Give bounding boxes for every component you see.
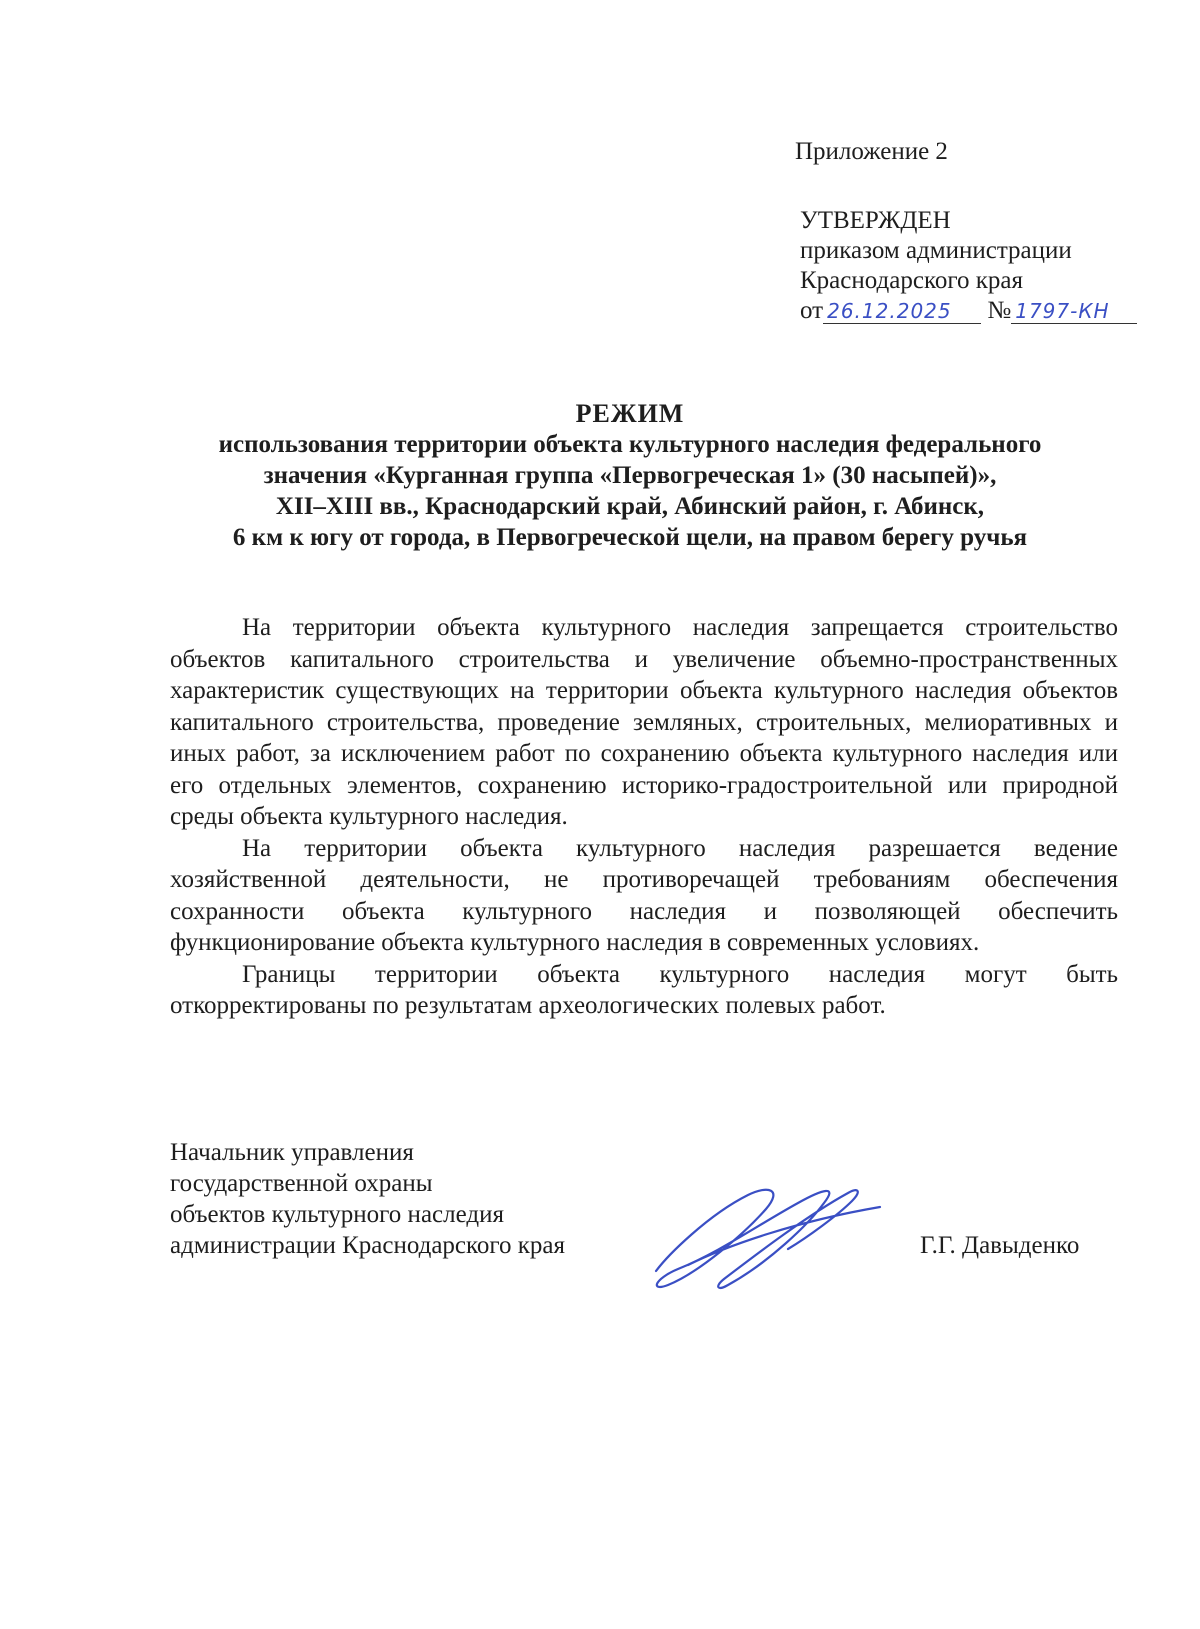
signatory-name: Г.Г. Давыденко (920, 1232, 1080, 1259)
body-paragraph-3: Границы территории объекта культурного наследия могут быть откорректированы по результатам археологических полевых работ. (170, 960, 1118, 1019)
approval-stamp-block (800, 206, 1137, 326)
signatory-line-4: администрации Краснодарского края (170, 1232, 566, 1259)
document-title-block (120, 398, 1140, 553)
body-paragraph-1: На территории объекта культурного наследия запрещается строительство объектов капитального строительства и увеличение объемно-пространственных характеристик существующих на территории объекта культурного наследия объектов капитального строительства, проведение земляных, строительных, мелиоративных и иных работ, за исключением работ по сохранению объекта культурного наследия или его отдельных элементов, сохранению историко-градостроительной или природной среды объекта культурного наследия. (170, 614, 1118, 830)
signatory-line-2: государственной охраны (170, 1170, 433, 1197)
document-title: РЕЖИМ (575, 399, 685, 428)
date-prefix: от (800, 297, 824, 324)
title-line-3: XII–XIII вв., Краснодарский край, Абинский район, г. Абинск, (275, 493, 985, 520)
title-line-1: использования территории объекта культурного наследия федерального (218, 431, 1042, 458)
handwritten-signature (648, 1175, 888, 1293)
approval-line-1: приказом администрации (800, 237, 1072, 264)
signatory-line-3: объектов культурного наследия (170, 1201, 504, 1228)
approval-date-number-line (800, 296, 1137, 326)
body-paragraph-2: На территории объекта культурного наследия разрешается ведение хозяйственной деятельности, не противоречащей требованиям обеспечения сохранности объекта культурного наследия и позволяющей обеспечить функционирование объекта культурного наследия в современных условиях. (170, 834, 1118, 956)
number-prefix: № (987, 297, 1012, 324)
handwritten-order-number: 1797-КН (1011, 299, 1137, 324)
approval-line-2: Краснодарского края (800, 267, 1023, 294)
signatory-position-block (170, 1137, 565, 1261)
signatory-line-1: Начальник управления (170, 1139, 414, 1166)
title-line-2: значения «Курганная группа «Первогреческая 1» (30 насыпей)», (263, 462, 997, 489)
approval-heading: УТВЕРЖДЕН (800, 207, 951, 234)
appendix-label: Приложение 2 (795, 138, 948, 165)
handwritten-date: 26.12.2025 (823, 299, 981, 324)
title-line-4: 6 км к югу от города, в Первогреческой щели, на правом берегу ручья (232, 524, 1028, 551)
document-body (170, 612, 1118, 1022)
